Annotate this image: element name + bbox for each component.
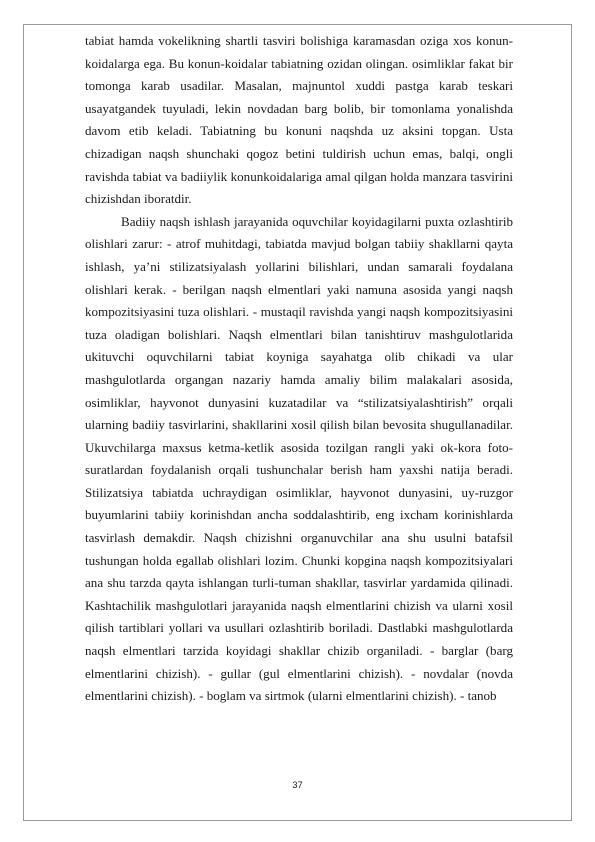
paragraph-continuation: tabiat hamda vokelikning shartli tasviri bolishiga karamasdan oziga xos konun-koidalarga ega. Bu konun-koidalar tabiatning ozidan olingan. osimliklar fakat bir tomonga karab usadilar. Masalan, majnuntol xuddi pastga karab teskari usayatgandek tuyuladi, lekin novdadan barg bolib, bir tomonlama yonalishda davom etib keladi. Tabiatning bu konuni naqshda uz aksini topgan. Usta chizadigan naqsh shunchaki qogoz betini tuldirish uchun emas, balqi, ongli ravishda tabiat va badiiylik konunkoidalariga amal qilgan holda manzara tasvirini chizishdan iboratdir. (85, 33, 513, 207)
paragraph-badiiy-naqsh: Badiiy naqsh ishlash jarayanida oquvchilar koyidagilarni puxta ozlashtirib olishlari zarur: - atrof muhitdagi, tabiatda mavjud bolgan tabiiy shakllarni qayta ishlash, ya’ni stilizatsiyalash yollarini bilishlari, undan samarali foydalana olishlari kerak. - berilgan naqsh elmentlari yaki namuna asosida yangi naqsh kompozitsiyasini tuza olishlari. - mustaqil ravishda yangi naqsh kompozitsiyasini tuza oladigan bolishlari. Naqsh elmentlari bilan tanishtiruv mashgulotlarida ukituvchi oquvchilarni tabiat koyniga sayahatga olib chikadi va ular mashgulotlarda organgan nazariy hamda amaliy bilim malakalari asosida, osimliklar, hayvonot dunyasini kuzatadilar va “stilizatsiyalashtirish” orqali ularning badiiy tasvirlarini, shakllarini xosil qilish bilan bevosita shugullanadilar. Ukuvchilarga maxsus ketma-ketlik asosida tozilgan rangli yaki ok-kora foto-suratlardan foydalanish orqali tushunchalar berish ham yaxshi natija beradi. Stilizatsiya tabiatda uchraydigan osimliklar, hayvonot dunyasini, uy-ruzgor buyumlarini tabiiy korinishdan ancha soddalashtirib, eng ixcham korinishlarda tasvirlash demakdir. Naqsh chizishni organuvchilar ana shu usulni batafsil tushungan holda egallab olishlari lozim. Chunki kopgina naqsh kompozitsiyalari ana shu tarzda qayta ishlangan turli-tuman shakllar, tasvirlar yardamida qilinadi. Kashtachilik mashgulotlari jarayanida naqsh elmentlarini chizish va ularni xosil qilish tartiblari yollari va usullari ozlashtirib boriladi. Dastlabki mashgulotlarda naqsh elmentlari tarzida koyidagi shakllar chizib organiladi. - barglar (barg elmentlarini chizish). - gullar (gul elmentlarini chizish). - novdalar (novda elmentlarini chizish). - boglam va sirtmok (ularni elmentlarini chizish). - tanob (85, 213, 513, 704)
page-number: 37 (292, 780, 303, 791)
document-body (85, 30, 513, 708)
